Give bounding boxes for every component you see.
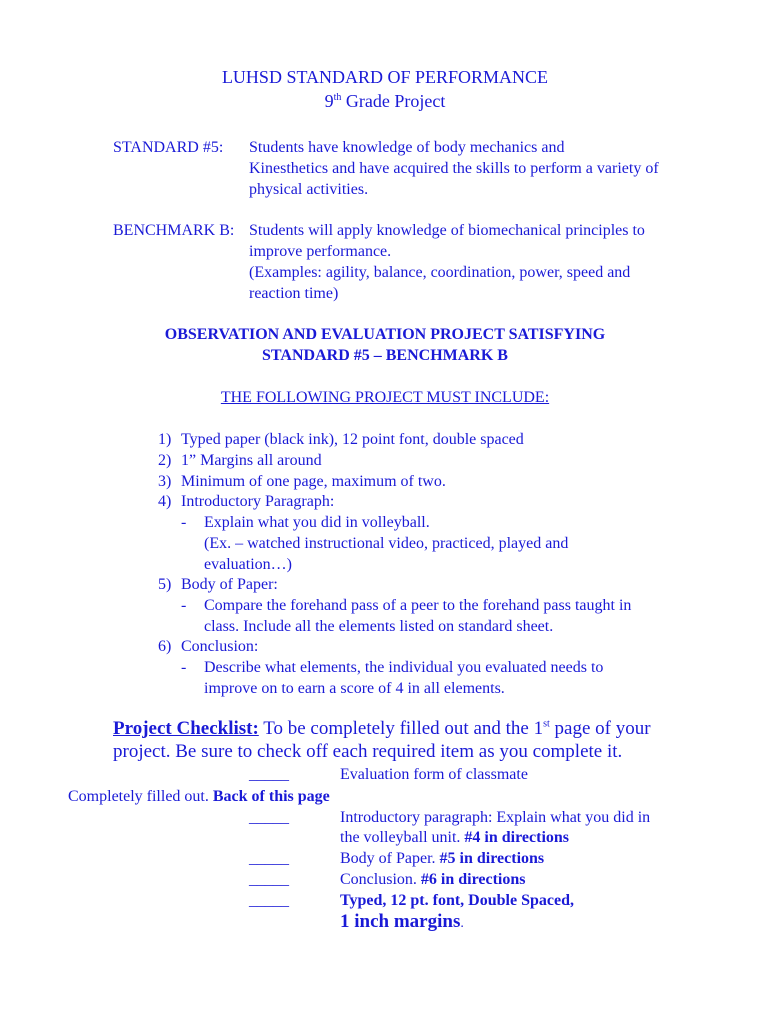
list-item: 1” Margins all around bbox=[181, 452, 322, 469]
checklist-label: Project Checklist: bbox=[113, 718, 259, 739]
list-item-number: 5) bbox=[158, 576, 172, 593]
list-item-number: 3) bbox=[158, 473, 172, 490]
checklist-item: Body of Paper. #5 in directions bbox=[340, 850, 545, 867]
checklist-intro-line-1: Project Checklist: To be completely filled out and the 1st page of your bbox=[113, 718, 651, 739]
checkbox-blank[interactable]: _____ bbox=[249, 850, 289, 867]
checklist-intro-line-2: project. Be sure to check off each required item as you complete it. bbox=[113, 741, 623, 762]
checklist-item: 1 inch margins. bbox=[340, 911, 464, 932]
document-subtitle: 9th Grade Project bbox=[324, 91, 446, 111]
project-heading-line-2: STANDARD #5 – BENCHMARK B bbox=[262, 347, 508, 364]
must-include-heading: THE FOLLOWING PROJECT MUST INCLUDE: bbox=[220, 389, 550, 406]
standard-text-line-3: physical activities. bbox=[249, 181, 369, 198]
list-bullet-dash: - bbox=[181, 514, 187, 531]
checklist-item: the volleyball unit. #4 in directions bbox=[340, 829, 570, 846]
list-subitem: Explain what you did in volleyball. bbox=[204, 514, 430, 531]
standard-label: STANDARD #5: bbox=[113, 139, 224, 156]
checklist-item: Evaluation form of classmate bbox=[340, 766, 528, 783]
standard-text-line-2: Kinesthetics and have acquired the skills to perform a variety of bbox=[249, 160, 659, 177]
list-subitem: class. Include all the elements listed on standard sheet. bbox=[204, 618, 554, 635]
list-item: Body of Paper: bbox=[181, 576, 278, 593]
list-subitem: evaluation…) bbox=[204, 556, 292, 573]
list-bullet-dash: - bbox=[181, 597, 187, 614]
benchmark-text-line-4: reaction time) bbox=[249, 285, 339, 302]
checklist-item: Conclusion. #6 in directions bbox=[340, 871, 526, 888]
list-item: Typed paper (black ink), 12 point font, double spaced bbox=[181, 431, 524, 448]
benchmark-text-line-1: Students will apply knowledge of biomechanical principles to bbox=[249, 222, 645, 239]
standard-text-line-1: Students have knowledge of body mechanics and bbox=[249, 139, 565, 156]
list-bullet-dash: - bbox=[181, 659, 187, 676]
benchmark-label: BENCHMARK B: bbox=[113, 222, 235, 239]
list-item-number: 2) bbox=[158, 452, 172, 469]
list-item: Introductory Paragraph: bbox=[181, 493, 335, 510]
benchmark-text-line-3: (Examples: agility, balance, coordination, power, speed and bbox=[249, 264, 631, 281]
list-item-number: 4) bbox=[158, 493, 172, 510]
list-item-number: 6) bbox=[158, 638, 172, 655]
list-item-number: 1) bbox=[158, 431, 172, 448]
list-subitem: (Ex. – watched instructional video, practiced, played and bbox=[204, 535, 569, 552]
list-subitem: Compare the forehand pass of a peer to the forehand pass taught in bbox=[204, 597, 632, 614]
benchmark-text-line-2: improve performance. bbox=[249, 243, 392, 260]
checkbox-blank[interactable]: _____ bbox=[249, 871, 289, 888]
list-item: Conclusion: bbox=[181, 638, 259, 655]
checkbox-blank[interactable]: _____ bbox=[249, 809, 289, 826]
checkbox-blank[interactable]: _____ bbox=[249, 892, 289, 909]
document-title: LUHSD STANDARD OF PERFORMANCE bbox=[221, 67, 549, 87]
checklist-item: Completely filled out. Back of this page bbox=[68, 788, 330, 805]
list-subitem: improve on to earn a score of 4 in all elements. bbox=[204, 680, 505, 697]
checklist-item: Typed, 12 pt. font, Double Spaced, bbox=[340, 892, 574, 909]
checkbox-blank[interactable]: _____ bbox=[249, 766, 289, 783]
checklist-item: Introductory paragraph: Explain what you did in bbox=[340, 809, 651, 826]
project-heading-line-1: OBSERVATION AND EVALUATION PROJECT SATISFYING bbox=[164, 326, 606, 343]
list-subitem: Describe what elements, the individual you evaluated needs to bbox=[204, 659, 604, 676]
list-item: Minimum of one page, maximum of two. bbox=[181, 473, 446, 490]
